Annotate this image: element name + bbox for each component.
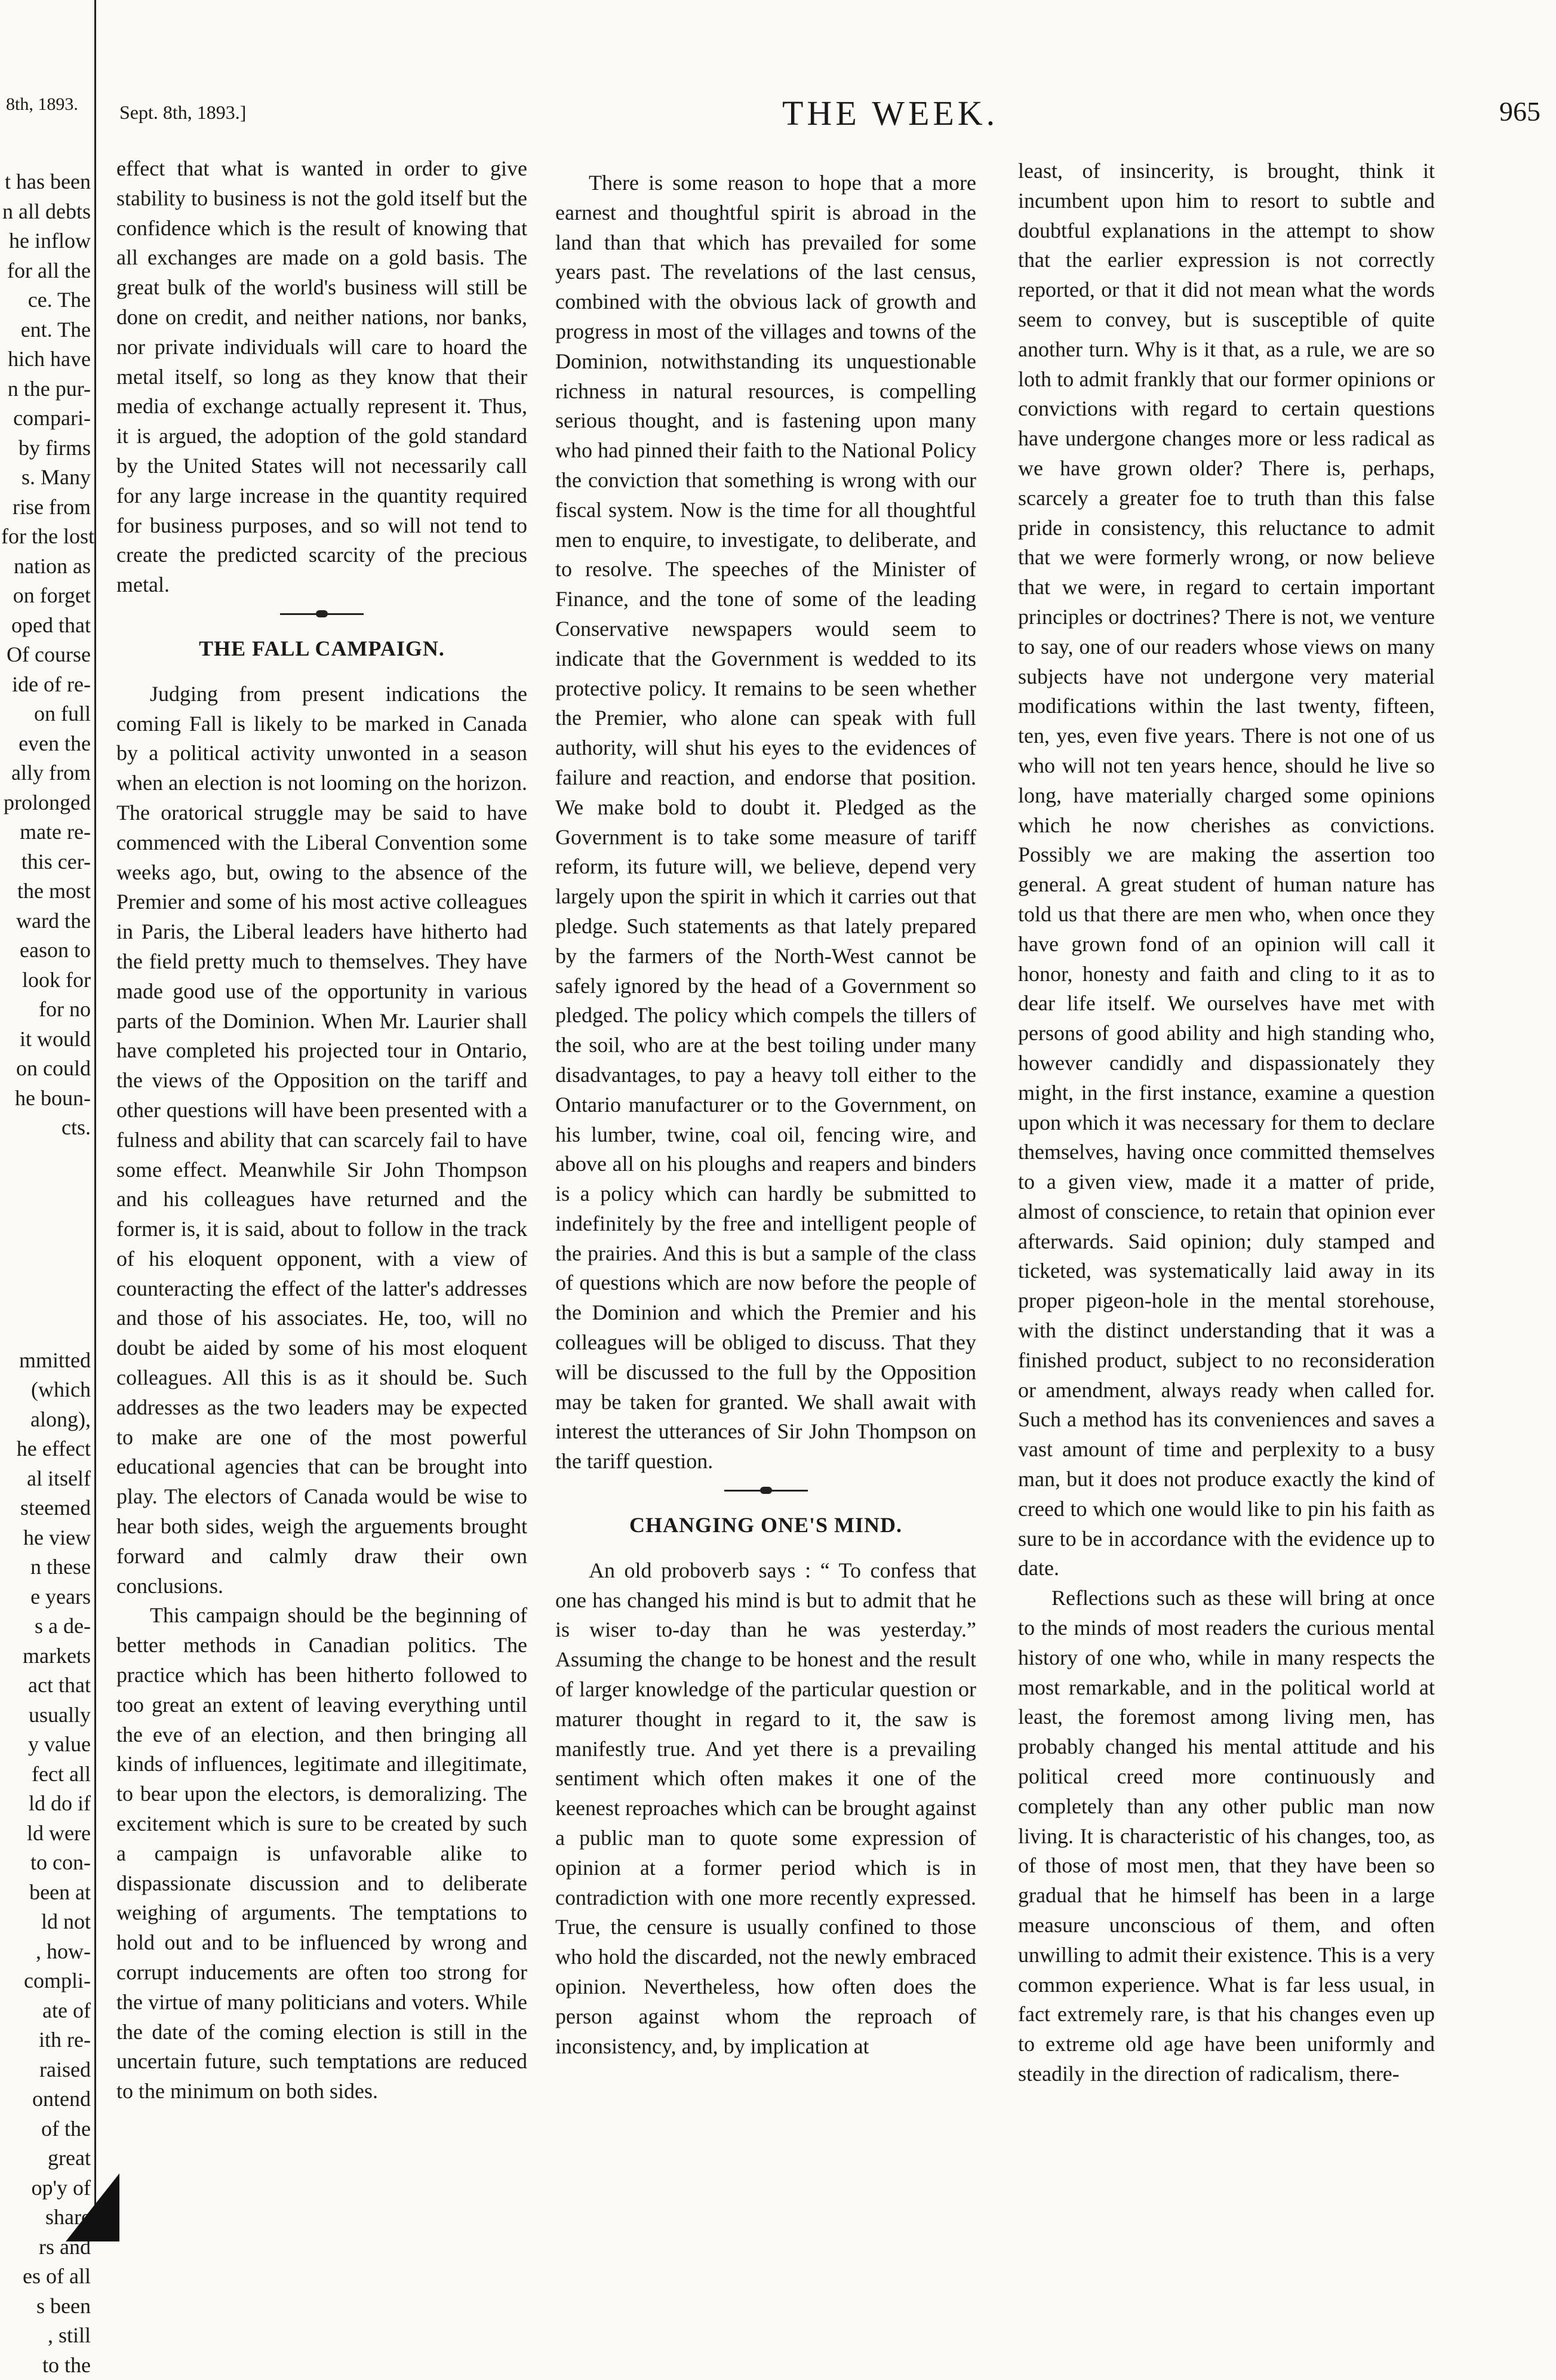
section-divider	[280, 613, 364, 615]
previous-page-line: fect all	[1, 1760, 91, 1789]
previous-page-line: along),	[1, 1405, 91, 1435]
column-3	[1018, 156, 1435, 2089]
previous-page-line: eason to	[1, 936, 91, 965]
previous-page-line: to con-	[1, 1848, 91, 1878]
previous-page-line: e years	[1, 1582, 91, 1612]
previous-page-line: es of all	[1, 2262, 91, 2292]
previous-page-line: ontend	[1, 2084, 91, 2114]
previous-page-line: cts.	[1, 1113, 91, 1143]
previous-page-line: rise from	[1, 493, 91, 522]
column-1	[116, 154, 527, 2107]
previous-page-line: (which	[1, 1375, 91, 1405]
previous-page-line: , still	[1, 2321, 91, 2351]
previous-page-column	[1, 167, 91, 2380]
previous-page-line: ate of	[1, 1996, 91, 2026]
previous-page-line: t has been	[1, 167, 91, 197]
previous-page-line: on full	[1, 699, 91, 729]
previous-page-line: ld do if	[1, 1789, 91, 1819]
previous-page-line: ith re-	[1, 2025, 91, 2055]
previous-page-line: usually	[1, 1701, 91, 1730]
previous-page-line: s been	[1, 2292, 91, 2321]
previous-page-line: he inflow	[1, 226, 91, 256]
article-heading-fall-campaign: THE FALL CAMPAIGN.	[116, 634, 527, 664]
previous-page-line: compli-	[1, 1966, 91, 1996]
previous-page-line: , how-	[1, 1937, 91, 1967]
paragraph: There is some reason to hope that a more earnest and thoughtful spirit is abroad in the land than that which has prevailed for some years past. The revelations of the last census, combined with the obvious lack of growth and progress in most of the villages and towns of the Dominion, notwithstanding its unquestionable richness in natural resources, is compelling serious thought, and is fastening upon many who had pinned their faith to the National Policy the conviction that something is wrong with our fiscal system. Now is the time for all thoughtful men to enquire, to investigate, to deliberate, and to resolve. The speeches of the Minister of Finance, and the tone of some of the leading Conservative newspapers would seem to indicate that the Government is wedded to its protective policy. It remains to be seen whether the Premier, who alone can speak with full authority, will shut his eyes to the evidences of failure and reaction, and endorse that position. We make bold to doubt it. Pledged as the Government is to take some measure of tariff reform, its future will, we believe, depend very largely upon the spirit in which it carries out that pledge. Such statements as that lately prepared by the farmers of the North-West cannot be safely ignored by the head of a Government so pledged. The policy which compels the tillers of the soil, who are at the best toiling under many disadvantages, to pay a heavy toll either to the Ontario manufacturer or to the Government, on his lumber, twine, coal oil, fencing wire, and above all on his ploughs and reapers and binders is a policy which can hardly be submitted to indefinitely by the free and intelligent people of the prairies. And this is but a sample of the class of questions which are now before the people of the Dominion and which the Premier and his colleagues will be obliged to discuss. That they will be discussed to the full by the Opposition may be taken for granted. We shall await with interest the utterances of Sir John Thompson on the tariff question.	[555, 168, 976, 1477]
previous-page-line: it would	[1, 1025, 91, 1054]
paragraph: Reflections such as these will bring at once to the minds of most readers the curious mental history of one who, while in many respects the most remarkable, and in the political world at least, the foremost among living men, has probably changed his mental attitude and his political creed more continuously and completely than any other public man now living. It is characteristic of his changes, too, as of those of most men, that they have been so gradual that he himself has been in a large measure unconscious of them, and often unwilling to admit their existence. This is a very common experience. What is far less usual, in fact extremely rare, is that his changes even up to extreme old age have been uniformly and steadily in the direction of radicalism, there-	[1018, 1583, 1435, 2089]
continued-paragraph: effect that what is wanted in order to give stability to business is not the gold itself but the confidence which is the result of knowing that all exchanges are made on a gold basis. The great bulk of the world's business will still be done on credit, and neither nations, nor banks, nor private individuals will care to hoard the metal itself, so long as they know that their media of exchange actually represent it. Thus, it is argued, the adoption of the gold standard by the United States will not necessarily call for any large increase in the quantity required for business purposes, and so will not tend to create the predicted scarcity of the precious metal.	[116, 154, 527, 600]
previous-page-line: for all the	[1, 256, 91, 286]
previous-page-line: been at	[1, 1878, 91, 1908]
previous-page-line: he view	[1, 1523, 91, 1553]
previous-page-line: prolonged	[1, 788, 91, 818]
paragraph: An old proboverb says : “ To confess that one has changed his mind is but to admit that he is wiser to-day than he was yesterday.” Assuming the change to be honest and the result of larger knowledge of the particular question or maturer thought in regard to it, the saw is manifestly true. And yet there is a prevailing sentiment which often makes it one of the keenest reproaches which can be brought against a public man to quote some expression of opinion at a former period which is in contradiction with one more recently expressed. True, the censure is usually confined to those who hold the discarded, not the newly embraced opinion. Nevertheless, how often does the person against whom the reproach of inconsistency, and, by implication at	[555, 1556, 976, 2062]
section-divider	[724, 1490, 808, 1492]
previous-page-line: steemed	[1, 1493, 91, 1523]
previous-page-line: for the lost	[1, 522, 91, 552]
previous-page-line: the most	[1, 877, 91, 906]
previous-page-line: oped that	[1, 611, 91, 641]
previous-page-line: n all debts	[1, 197, 91, 227]
previous-page-line: even the	[1, 729, 91, 759]
issue-date: Sept. 8th, 1893.]	[119, 102, 246, 124]
paragraph: This campaign should be the beginning of better methods in Canadian politics. The practice which has been hitherto followed to too great an extent of leaving everything until the eve of an election, and then bringing all kinds of influences, legitimate and illegitimate, to bear upon the electors, is demoralizing. The excitement which is sure to be created by such a campaign is unfavorable alike to dispassionate discussion and to deliberate weighing of arguments. The temptations to hold out and to be influenced by wrong and corrupt inducements are often too strong for the virtue of many politicians and voters. While the date of the coming election is still in the uncertain future, such temptations are reduced to the minimum on both sides.	[116, 1601, 527, 2107]
previous-page-fragments-top	[1, 167, 91, 1143]
previous-page-line: nation as	[1, 552, 91, 582]
previous-page-edge	[0, 0, 96, 2241]
previous-page-line: on forget	[1, 581, 91, 611]
running-head	[119, 87, 1540, 123]
previous-page-line: ent. The	[1, 315, 91, 345]
previous-page-line: great	[1, 2144, 91, 2173]
previous-page-date: 8th, 1893.	[6, 94, 78, 115]
previous-page-line: rs and	[1, 2233, 91, 2262]
previous-page-line: on could	[1, 1054, 91, 1084]
previous-page-line: s. Many	[1, 463, 91, 493]
previous-page-line: of the	[1, 2114, 91, 2144]
previous-page-line: ce. The	[1, 285, 91, 315]
article-heading-changing-ones-mind: CHANGING ONE'S MIND.	[555, 1511, 976, 1540]
previous-page-line: to the	[1, 2351, 91, 2380]
previous-page-line: y value	[1, 1730, 91, 1760]
previous-page-line: he effect	[1, 1434, 91, 1464]
previous-page-line: he boun-	[1, 1084, 91, 1114]
previous-page-line: hich have	[1, 345, 91, 374]
previous-page-line: al itself	[1, 1464, 91, 1494]
paragraph: Judging from present indications the coming Fall is likely to be marked in Canada by a political activity unwonted in a season when an election is not looming on the horizon. The oratorical struggle may be said to have commenced with the Liberal Convention some weeks ago, but, owing to the absence of the Premier and some of his most active colleagues in Paris, the Liberal leaders have hitherto had the field pretty much to themselves. They have made good use of the opportunity in various parts of the Dominion. When Mr. Laurier shall have completed his projected tour in Ontario, the views of the Opposition on the tariff and other questions will have been presented with a fulness and ability that can scarcely fail to have some effect. Meanwhile Sir John Thompson and his colleagues have returned and the former is, it is said, about to follow in the track of his eloquent opponent, with a view of counteracting the effect of the latter's addresses and those of his associates. He, too, will no doubt be aided by some of his most eloquent colleagues. All this is as it should be. Such addresses as the two leaders may be expected to make are one of the most powerful educational agencies that can be brought into play. The electors of Canada would be wise to hear both sides, weigh the arguements brought forward and calmly draw their own conclusions.	[116, 679, 527, 1601]
page-number: 965	[1499, 96, 1540, 127]
previous-page-line: mate re-	[1, 817, 91, 847]
torn-corner	[66, 2173, 119, 2241]
column-2	[555, 168, 976, 2061]
previous-page-line: this cer-	[1, 847, 91, 877]
previous-page-line: ally from	[1, 758, 91, 788]
previous-page-line: op'y of	[1, 2173, 91, 2203]
previous-page-line: compari-	[1, 404, 91, 433]
previous-page-line: by firms	[1, 433, 91, 463]
previous-page-line: ld were	[1, 1819, 91, 1849]
previous-page-line: Of course	[1, 640, 91, 670]
previous-page-line: for no	[1, 995, 91, 1025]
previous-page-line: ide of re-	[1, 670, 91, 700]
continued-paragraph: least, of insincerity, is brought, think it incumbent upon him to resort to subtle and doubtful explanations in the attempt to show that the earlier expression is not correctly reported, or that it did not mean what the words seem to convey, but is susceptible of quite another turn. Why is it that, as a rule, we are so loth to admit frankly that our former opinions or convictions with regard to certain questions have undergone changes more or less radical as we have grown older? There is, perhaps, scarcely a greater foe to truth than this false pride in consistency, this reluctance to admit that we were formerly wrong, or now believe that we were, in regard to certain important principles or doctrines? There is not, we venture to say, one of our readers whose views on many subjects have not undergone very material modifications within the last twenty, fifteen, ten, yes, even five years. There is not one of us who will not ten years hence, should he live so long, have materially charged some opinions which he now cherishes as convictions. Possibly we are making the assertion too general. A great student of human nature has told us that there are men who, when once they have grown fond of an opinion will call it honor, honesty and faith and cling to it as to dear life itself. We ourselves have met with persons of good ability and high standing who, however candidly and dispassionately they might, in the first instance, examine a question upon which it was necessary for them to declare themselves, having once committed themselves to a given view, made it a matter of pride, almost of conscience, to retain that opinion ever afterwards. Said opinion; duly stamped and ticketed, was systematically laid away in its proper pigeon-hole in the mental storehouse, with the distinct understanding that it was a finished product, subject to no reconsideration or amendment, always ready when called for. Such a method has its conveniences and saves a vast amount of time and perplexity to a busy man, but it does not produce exactly the kind of creed to which one would like to pin his faith as sure to be in accordance with the evidence up to date.	[1018, 156, 1435, 1583]
previous-page-line: n these	[1, 1552, 91, 1582]
previous-page-line: ld not	[1, 1907, 91, 1937]
previous-page-line: mmitted	[1, 1346, 91, 1376]
previous-page-line: ward the	[1, 906, 91, 936]
previous-page-line: act that	[1, 1671, 91, 1701]
previous-page-line: s a de-	[1, 1612, 91, 1641]
previous-page-line: look for	[1, 965, 91, 995]
page-fold-rule	[94, 0, 96, 2241]
previous-page-line: markets	[1, 1641, 91, 1671]
previous-page-line: raised	[1, 2055, 91, 2085]
previous-page-line: share	[1, 2203, 91, 2233]
previous-page-line: n the pur-	[1, 374, 91, 404]
journal-title: THE WEEK.	[782, 93, 998, 133]
